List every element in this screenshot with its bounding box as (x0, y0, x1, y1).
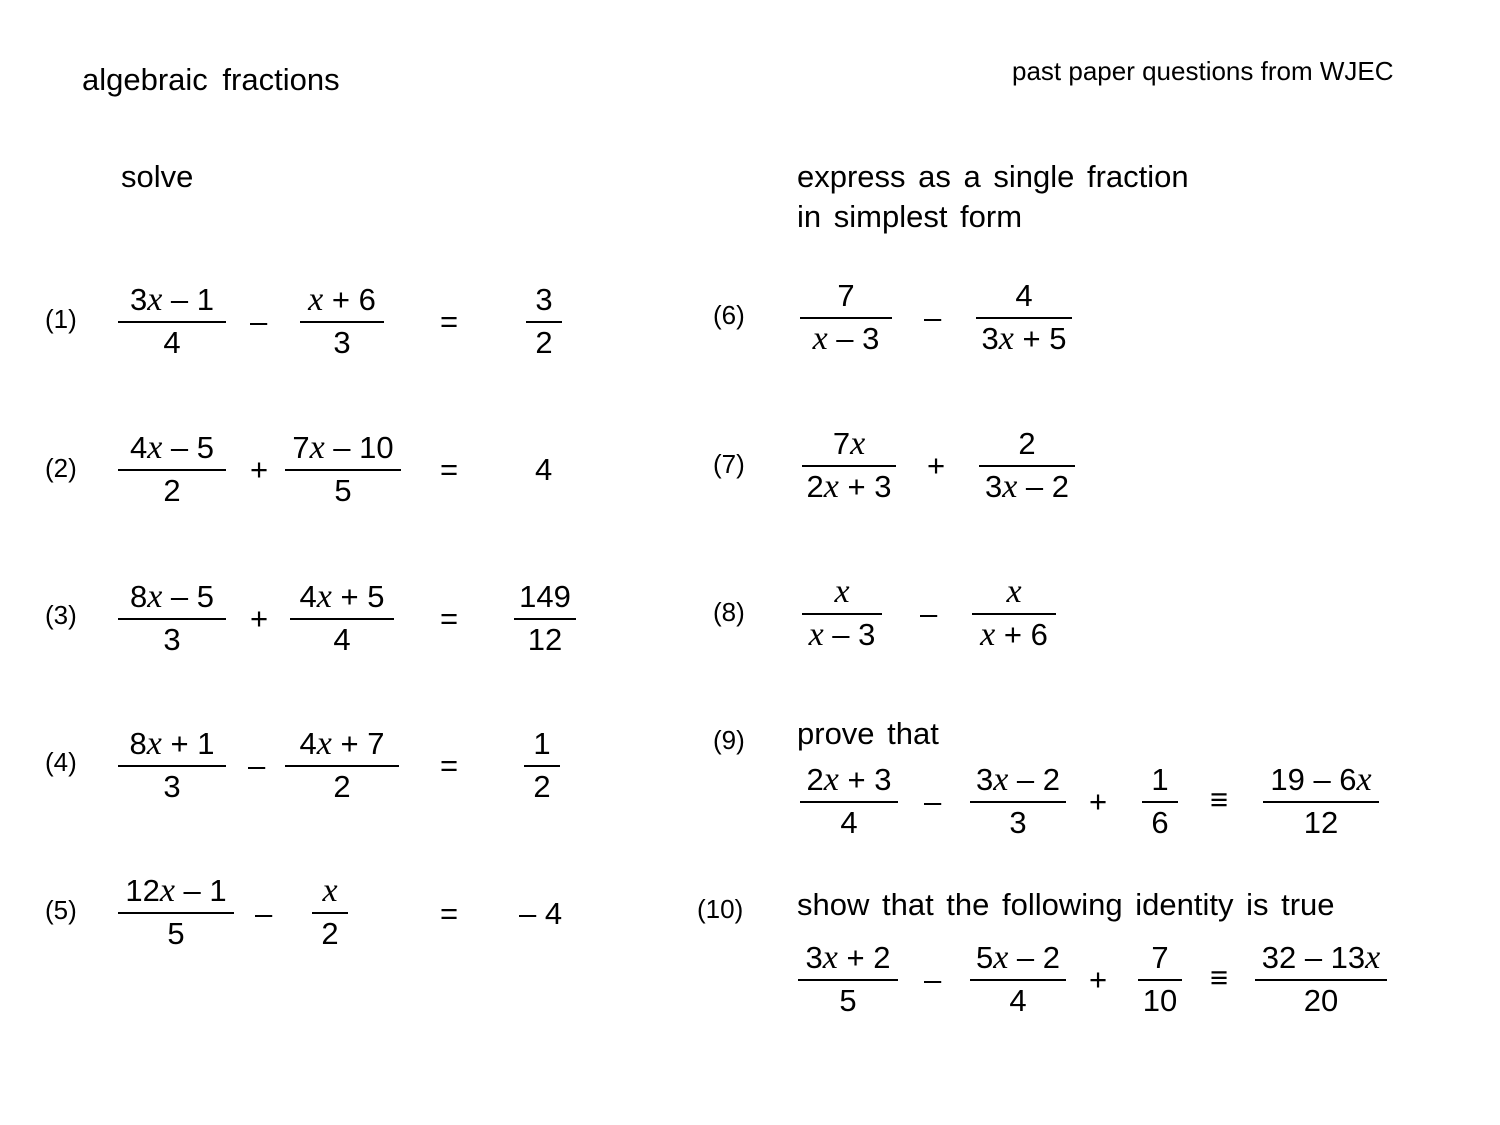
numerator (801, 762, 898, 798)
fraction-bar (976, 317, 1072, 319)
fraction-bar (118, 618, 226, 620)
denominator: 3 (163, 769, 181, 804)
numerator: 149 (519, 579, 571, 614)
fraction-bar (1138, 979, 1182, 981)
question-number: (8) (713, 597, 745, 627)
fraction-term (979, 426, 1075, 505)
fraction-term (118, 430, 226, 509)
math-text: + 2 (837, 940, 891, 975)
equals-sign: = (440, 452, 459, 487)
variable-x: x (808, 616, 824, 653)
rhs-fraction (1255, 940, 1387, 1019)
rhs-value: 4 (535, 452, 553, 487)
numerator: 1 (1151, 762, 1169, 797)
denominator: 4 (333, 622, 351, 657)
fraction-term (802, 574, 882, 653)
question-number: (1) (45, 304, 77, 334)
fraction-bar (802, 613, 882, 615)
denominator (979, 469, 1075, 505)
operator: – (920, 596, 938, 631)
identity-sign: ≡ (1210, 960, 1229, 995)
variable-x: x (823, 761, 839, 798)
page-title: algebraic fractions (82, 62, 340, 97)
denominator: 3 (163, 622, 181, 657)
rhs-fraction (524, 726, 560, 805)
math-text: – 5 (162, 430, 215, 465)
variable-x: x (823, 468, 839, 505)
math-text: + 6 (323, 282, 376, 317)
fraction-bar (972, 613, 1056, 615)
denominator: 4 (840, 805, 858, 840)
variable-x: x (308, 281, 324, 318)
operator: – (255, 896, 273, 931)
fraction-bar (798, 979, 898, 981)
variable-x: x (1006, 573, 1022, 610)
fraction-bar (1255, 979, 1387, 981)
variable-x: x (147, 578, 163, 615)
fraction-term (300, 282, 384, 361)
variable-x: x (147, 281, 163, 318)
math-text: – 2 (1008, 940, 1061, 975)
fraction-bar (526, 321, 562, 323)
numerator (302, 282, 382, 318)
numerator: 7 (1151, 940, 1169, 975)
fraction-term (118, 873, 234, 952)
question-number: (3) (45, 600, 77, 630)
math-text: 19 – 6 (1270, 762, 1357, 797)
fraction-bar (312, 912, 348, 914)
variable-x: x (993, 939, 1009, 976)
denominator (976, 321, 1073, 357)
denominator: 2 (163, 473, 181, 508)
operator: – (924, 300, 942, 335)
fraction-term (970, 762, 1066, 841)
rhs-value: – 4 (519, 896, 563, 931)
fraction-bar (800, 317, 892, 319)
question-number: (7) (713, 449, 745, 479)
math-text: 32 – 13 (1261, 940, 1366, 975)
math-text: – 3 (823, 617, 876, 652)
denominator (974, 617, 1054, 653)
fraction-term (798, 940, 898, 1019)
question-number: (4) (45, 747, 77, 777)
question-number: (9) (713, 725, 745, 755)
numerator (970, 762, 1066, 798)
fraction-term (118, 282, 226, 361)
denominator: 5 (334, 473, 352, 508)
operator: – (248, 748, 266, 783)
fraction-term (1138, 940, 1182, 1019)
operator: – (924, 962, 942, 997)
math-text: + 3 (838, 469, 892, 504)
denominator: 2 (535, 325, 553, 360)
numerator: 4 (1015, 278, 1033, 313)
variable-x: x (1356, 761, 1372, 798)
rhs-fraction (526, 282, 562, 361)
math-text: – 3 (827, 321, 880, 356)
numerator (1256, 940, 1387, 976)
denominator: 10 (1142, 983, 1178, 1018)
variable-x: x (146, 725, 162, 762)
numerator (316, 873, 343, 909)
variable-x: x (822, 939, 838, 976)
fraction-term (118, 579, 226, 658)
equals-sign: = (440, 748, 459, 783)
equals-sign: = (440, 601, 459, 636)
denominator: 20 (1303, 983, 1339, 1018)
variable-x: x (980, 616, 996, 653)
operator: + (250, 601, 269, 636)
math-text: 2 (806, 469, 824, 504)
math-text: 7 (832, 426, 851, 461)
math-text: 5 (975, 940, 994, 975)
denominator: 5 (167, 916, 185, 951)
numerator (286, 430, 399, 466)
denominator (801, 469, 898, 505)
fraction-bar (118, 321, 226, 323)
fraction-bar (524, 765, 560, 767)
fraction-term (290, 579, 394, 658)
question-number: (2) (45, 453, 77, 483)
fraction-term (800, 278, 892, 357)
math-text: – 2 (1008, 762, 1061, 797)
question-number: (6) (713, 300, 745, 330)
fraction-bar (514, 618, 576, 620)
rhs-fraction (1263, 762, 1379, 841)
variable-x: x (309, 429, 325, 466)
operator: + (1089, 784, 1108, 819)
fraction-bar (802, 465, 896, 467)
numerator (1264, 762, 1377, 798)
fraction-term (285, 726, 399, 805)
fraction-bar (970, 979, 1066, 981)
fraction-term (802, 426, 896, 505)
operator: + (250, 452, 269, 487)
fraction-bar (290, 618, 394, 620)
numerator (800, 940, 897, 976)
denominator: 6 (1151, 805, 1169, 840)
variable-x: x (147, 429, 163, 466)
math-text: + 6 (995, 617, 1048, 652)
denominator: 4 (163, 325, 181, 360)
math-text: 3 (981, 321, 999, 356)
math-text: 3 (129, 282, 148, 317)
operator: – (924, 784, 942, 819)
denominator: 2 (333, 769, 351, 804)
math-text: 4 (129, 430, 148, 465)
denominator (807, 321, 886, 357)
math-text: + 7 (331, 726, 385, 761)
fraction-bar (970, 801, 1066, 803)
math-text: 4 (299, 726, 317, 761)
numerator (124, 282, 220, 318)
math-text: 12 (125, 873, 160, 908)
math-text: 7 (292, 430, 310, 465)
express-heading-line2: in simplest form (797, 199, 1023, 234)
numerator (827, 426, 871, 462)
question-number: (10) (697, 894, 744, 924)
fraction-term (312, 873, 348, 952)
variable-x: x (993, 761, 1009, 798)
question-number: (5) (45, 895, 77, 925)
numerator (1000, 574, 1027, 610)
fraction-term (285, 430, 401, 509)
fraction-term (118, 726, 226, 805)
math-text: 3 (984, 469, 1003, 504)
denominator: 2 (321, 916, 339, 951)
numerator (294, 579, 391, 615)
math-text: 8 (129, 579, 148, 614)
equals-sign: = (440, 896, 459, 931)
math-text: + 1 (161, 726, 215, 761)
variable-x: x (850, 425, 866, 462)
prove-that-instruction: prove that (797, 716, 939, 751)
math-text: 4 (299, 579, 317, 614)
denominator: 12 (527, 622, 563, 657)
math-text: – 5 (162, 579, 215, 614)
math-text: – 1 (174, 873, 227, 908)
denominator (803, 617, 882, 653)
fraction-bar (285, 469, 401, 471)
numerator (970, 940, 1066, 976)
math-text: – 1 (162, 282, 215, 317)
numerator (294, 726, 391, 762)
fraction-bar (979, 465, 1075, 467)
variable-x: x (316, 578, 332, 615)
numerator: 3 (535, 282, 553, 317)
fraction-term (976, 278, 1072, 357)
fraction-bar (118, 469, 226, 471)
math-text: + 3 (838, 762, 892, 797)
operator: + (927, 448, 946, 483)
math-text: + 5 (1013, 321, 1067, 356)
numerator: 1 (533, 726, 551, 761)
fraction-term (970, 940, 1066, 1019)
fraction-term (800, 762, 898, 841)
fraction-bar (118, 765, 226, 767)
numerator (124, 579, 220, 615)
denominator: 3 (1009, 805, 1027, 840)
numerator: 7 (837, 278, 855, 313)
variable-x: x (998, 320, 1014, 357)
math-text: – 2 (1017, 469, 1070, 504)
fraction-bar (300, 321, 384, 323)
variable-x: x (159, 872, 175, 909)
numerator: 2 (1018, 426, 1036, 461)
math-text: 3 (805, 940, 823, 975)
denominator: 2 (533, 769, 551, 804)
fraction-term (972, 574, 1056, 653)
math-text: – 10 (324, 430, 394, 465)
numerator (119, 873, 232, 909)
equals-sign: = (440, 304, 459, 339)
variable-x: x (322, 872, 338, 909)
rhs-fraction (514, 579, 576, 658)
source-note: past paper questions from WJEC (1012, 56, 1394, 86)
variable-x: x (316, 725, 332, 762)
fraction-bar (285, 765, 399, 767)
numerator (828, 574, 855, 610)
variable-x: x (812, 320, 828, 357)
solve-heading: solve (121, 159, 194, 194)
math-text: 2 (806, 762, 824, 797)
numerator (124, 430, 220, 466)
denominator: 5 (839, 983, 857, 1018)
operator: + (1089, 962, 1108, 997)
math-text: 8 (129, 726, 147, 761)
math-text: 3 (975, 762, 994, 797)
fraction-term (1142, 762, 1178, 841)
math-text: + 5 (331, 579, 385, 614)
denominator: 12 (1303, 805, 1339, 840)
show-identity-instruction: show that the following identity is true (797, 887, 1335, 922)
fraction-bar (118, 912, 234, 914)
fraction-bar (1142, 801, 1178, 803)
fraction-bar (1263, 801, 1379, 803)
identity-sign: ≡ (1210, 782, 1229, 817)
variable-x: x (1002, 468, 1018, 505)
denominator: 4 (1009, 983, 1027, 1018)
variable-x: x (1365, 939, 1381, 976)
variable-x: x (834, 573, 850, 610)
express-heading-line1: express as a single fraction (797, 159, 1189, 194)
denominator: 3 (333, 325, 351, 360)
numerator (124, 726, 221, 762)
fraction-bar (800, 801, 898, 803)
operator: – (250, 304, 268, 339)
